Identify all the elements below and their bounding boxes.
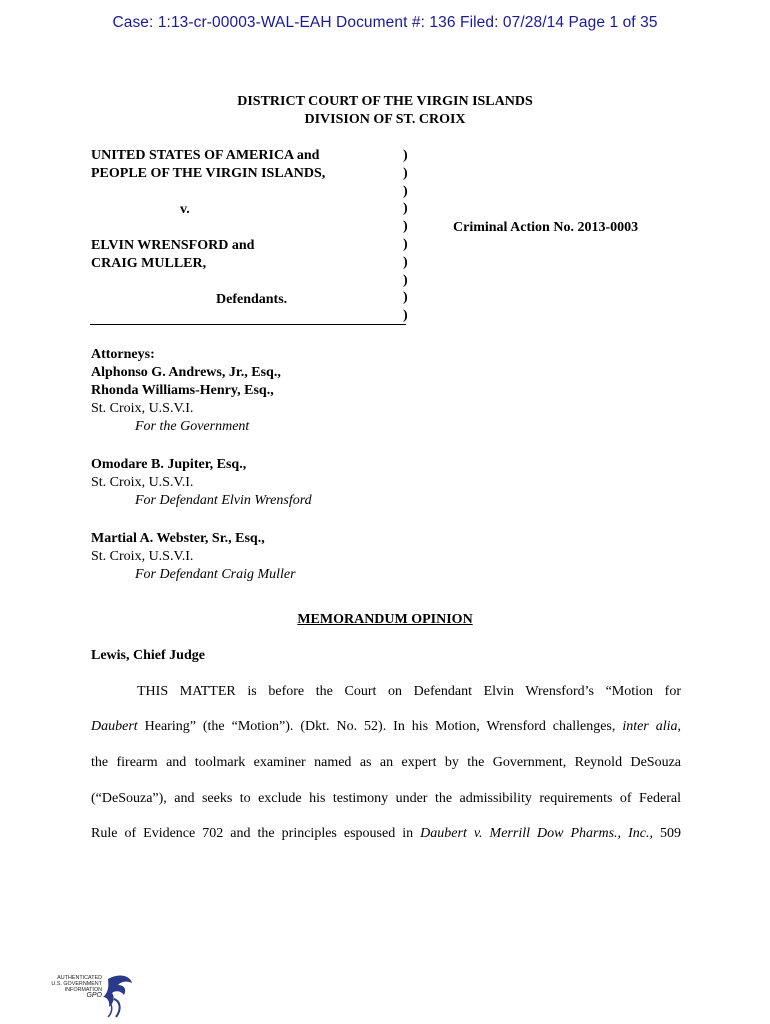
caption-paren: ) — [403, 148, 408, 163]
case-header: Case: 1:13-cr-00003-WAL-EAH Document #: 136 Filed: 07/28/14 Page 1 of 35 — [112, 14, 658, 31]
gpo-logo-text — [44, 975, 102, 999]
body-text: 509 — [652, 826, 681, 841]
defendant-line-1: ELVIN WRENSFORD and — [91, 238, 255, 253]
memorandum-title: MEMORANDUM OPINION — [297, 612, 473, 627]
def2-attorney: Martial A. Webster, Sr., Esq., — [91, 531, 265, 546]
court-division: DIVISION OF ST. CROIX — [304, 112, 466, 127]
caption-rule — [90, 324, 406, 325]
gpo-logo-line-3: INFORMATION — [64, 987, 102, 993]
gov-attorney-1: Alphonso G. Andrews, Jr., Esq., — [91, 365, 281, 380]
case-name-italic: Daubert — [91, 719, 138, 734]
def1-attorney: Omodare B. Jupiter, Esq., — [91, 457, 247, 472]
def1-role: For Defendant Elvin Wrensford — [135, 493, 312, 508]
caption-paren: ) — [403, 236, 408, 252]
caption-paren: ) — [403, 290, 408, 306]
body-line-3: the firearm and toolmark examiner named as an expert by the Government, Reynold DeSouza — [91, 755, 681, 770]
gpo-authentication-logo — [44, 973, 134, 1019]
gpo-logo-line-2: U.S. GOVERNMENT — [51, 981, 102, 987]
gpo-logo-line-4: GPO — [86, 992, 102, 999]
def2-location: St. Croix, U.S.V.I. — [91, 549, 194, 564]
defendant-line-2: CRAIG MULLER, — [91, 256, 207, 271]
attorneys-block — [91, 346, 312, 584]
gov-attorney-2: Rhonda Williams-Henry, Esq., — [91, 383, 274, 398]
body-text: Rule of Evidence 702 and the principles espoused in — [91, 826, 421, 841]
body-text: Hearing” (the “Motion”). (Dkt. No. 52). In his Motion, Wrensford challenges, — [137, 719, 623, 734]
caption-paren: ) — [403, 308, 408, 324]
caption-paren: ) — [403, 165, 408, 181]
caption-paren: ) — [403, 254, 408, 270]
gpo-logo-line-1: AUTHENTICATED — [57, 975, 102, 981]
latin-phrase: inter alia — [622, 719, 678, 734]
caption-paren: ) — [403, 183, 408, 199]
eagle-icon — [100, 973, 136, 1019]
gov-location: St. Croix, U.S.V.I. — [91, 401, 194, 416]
court-name: DISTRICT COURT OF THE VIRGIN ISLANDS — [237, 94, 533, 109]
def1-location: St. Croix, U.S.V.I. — [91, 475, 194, 490]
caption-paren: ) — [403, 201, 408, 217]
attorneys-heading: Attorneys: — [91, 347, 155, 362]
body-text: , — [677, 719, 681, 734]
def2-role: For Defendant Craig Muller — [135, 567, 296, 582]
judge-name: Lewis, Chief Judge — [91, 648, 205, 663]
body-line-2 — [91, 718, 681, 736]
body-line-5 — [91, 825, 681, 843]
plaintiff-line-1: UNITED STATES OF AMERICA and — [91, 148, 320, 163]
caption-paren: ) — [403, 219, 408, 235]
defendants-label: Defendants. — [216, 292, 288, 307]
plaintiff-line-2: PEOPLE OF THE VIRGIN ISLANDS, — [91, 166, 326, 181]
body-line-4: (“DeSouza”), and seeks to exclude his testimony under the admissibility requirements of Federal — [91, 791, 681, 806]
body-line-1: THIS MATTER is before the Court on Defendant Elvin Wrensford’s “Motion for — [137, 684, 681, 699]
caption-parentheses — [403, 147, 408, 325]
versus: v. — [180, 202, 190, 217]
case-citation-italic: Daubert v. Merrill Dow Pharms., Inc., — [420, 826, 653, 841]
caption-paren: ) — [403, 272, 408, 288]
criminal-action-number: Criminal Action No. 2013-0003 — [453, 220, 639, 235]
gov-role: For the Government — [135, 419, 250, 434]
